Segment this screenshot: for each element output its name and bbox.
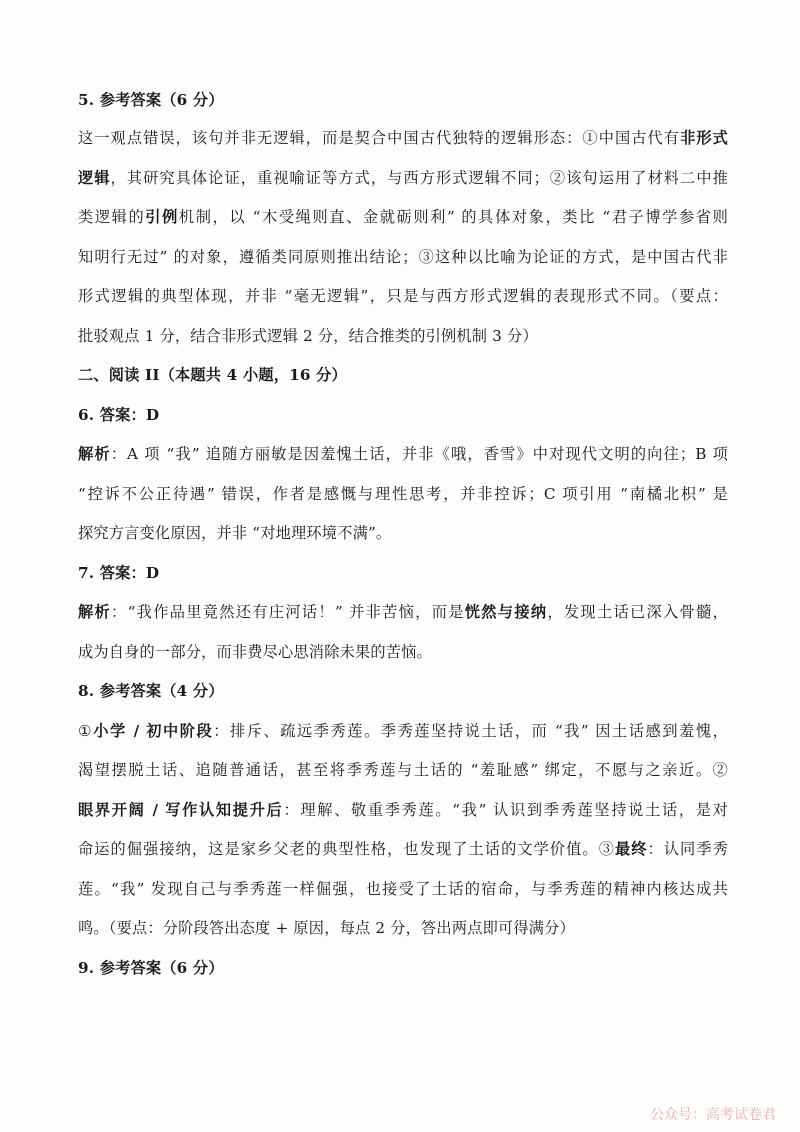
- watermark: 公众号：高考试卷君: [650, 1107, 776, 1123]
- q9-heading: 9. 参考答案（6 分）: [78, 959, 224, 977]
- q8-line-5: 莲。“我” 发现自己与季秀莲一样倔强，也接受了土话的宿命，与季秀莲的精神内核达成共: [78, 880, 728, 898]
- q8-line-2: 渴望摆脱土话、追随普通话，甚至将季秀莲与土话的 “羞耻感” 绑定，不愿与之亲近。②: [78, 761, 728, 779]
- q6-heading: 6. 答案：D: [78, 406, 160, 424]
- q5-line-4: 知明行无过” 的对象，遵循类同原则推出结论；③这种以比喻为论证的方式，是中国古代非: [78, 248, 728, 266]
- q8-heading: 8. 参考答案（4 分）: [78, 682, 224, 700]
- q5-line-3: 类逻辑的引例机制，以 “木受绳则直、金就砺则利” 的具体对象，类比 “君子博学参省则: [78, 208, 728, 226]
- q8-line-1: ①小学 / 初中阶段：排斥、疏远季秀莲。季秀莲坚持说土话，而 “我” 因土话感到羞愧，: [78, 722, 728, 740]
- q5-line-5: 形式逻辑的典型体现，并非 “毫无逻辑”，只是与西方形式逻辑的表现形式不同。（要点：: [78, 287, 728, 305]
- q6-line-1: 解析：A 项 “我” 追随方丽敏是因羞愧土话，并非《哦，香雪》中对现代文明的向往；B 项: [78, 445, 728, 463]
- q5-line-2: 逻辑，其研究具体论证，重视喻证等方式，与西方形式逻辑不同；②该句运用了材料二中推: [78, 169, 728, 187]
- q5-heading: 5. 参考答案（6 分）: [78, 91, 224, 109]
- q8-line-4: 命运的倔强接纳，这是家乡父老的典型性格，也发现了土话的文学价值。③最终：认同季秀: [78, 840, 728, 858]
- q8-line-3: 眼界开阔 / 写作认知提升后：理解、敬重季秀莲。“我” 认识到季秀莲坚持说土话，是对: [78, 801, 728, 819]
- q5-line-6: 批驳观点 1 分，结合非形式逻辑 2 分，结合推类的引例机制 3 分）: [78, 327, 538, 345]
- q8-line-6: 鸣。（要点：分阶段答出态度 + 原因，每点 2 分，答出两点即可得满分）: [78, 919, 575, 937]
- section-2-heading: 二、阅读 II（本题共 4 小题，16 分）: [78, 366, 347, 384]
- q7-line-2: 成为自身的一部分，而非费尽心思消除未果的苦恼。: [78, 643, 432, 661]
- q6-line-2: “控诉不公正待遇” 错误，作者是感慨与理性思考，并非控诉；C 项引用 “南橘北枳” 是: [78, 485, 728, 503]
- q5-line-1: 这一观点错误，该句并非无逻辑，而是契合中国古代独特的逻辑形态：①中国古代有非形式: [78, 129, 728, 147]
- q7-line-1: 解析：“我作品里竟然还有庄河话！” 并非苦恼，而是恍然与接纳，发现土话已深入骨髓，: [78, 603, 728, 621]
- q6-line-3: 探究方言变化原因，并非 “对地理环境不满”。: [78, 524, 392, 542]
- q7-heading: 7. 答案：D: [78, 564, 160, 582]
